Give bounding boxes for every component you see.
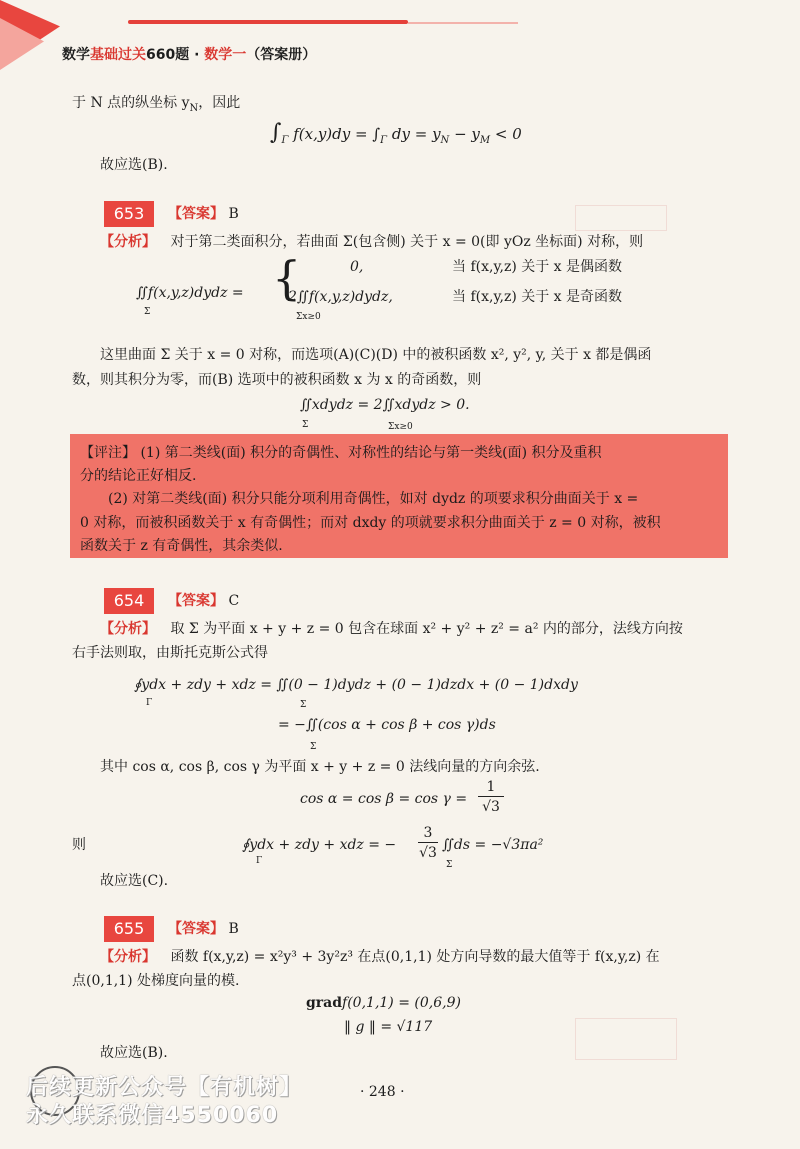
- conclusion: 故应选(B).: [100, 1045, 168, 1061]
- answer-label: 【答案】: [168, 593, 224, 609]
- text-span: f(x,y)dy = ∫: [293, 125, 381, 143]
- header-decor-line-light: [408, 22, 518, 24]
- analysis-line: [100, 948, 660, 966]
- equation-lhs: ∬f(x,y,z)dydz =: [136, 285, 244, 301]
- book-title-part: 数学: [62, 47, 90, 63]
- analysis-label: 【分析】: [100, 621, 156, 637]
- remark-line: 0 对称，而被积函数关于 x 有奇偶性；而对 dxdy 的项就要求积分曲面关于 z = 0 对称，被积: [80, 515, 661, 531]
- analysis-text: 取 Σ 为平面 x + y + z = 0 包含在球面 x² + y² + z² = a² 内的部分，法线方向按: [170, 621, 683, 637]
- book-title-part: 基础过关: [90, 47, 146, 63]
- equation: [270, 120, 522, 150]
- text-span: ，因此: [198, 95, 241, 111]
- watermark-line: 永久联系微信4550060: [26, 1103, 279, 1128]
- analysis-line: 右手法则取，由斯托克斯公式得: [72, 645, 268, 661]
- header-decor-line: [128, 20, 408, 24]
- conclusion: 故应选(C).: [100, 873, 169, 889]
- equation: cos α = cos β = cos γ =: [300, 791, 468, 807]
- fraction-denominator: √3: [482, 799, 500, 815]
- answer-label: 【答案】: [168, 921, 224, 937]
- answer-value: B: [228, 206, 239, 222]
- paragraph-line: 其中 cos α, cos β, cos γ 为平面 x + y + z = 0 法线向量的方向余弦.: [100, 759, 540, 775]
- book-title-part: 数学一: [204, 47, 247, 63]
- fraction-numerator: 3: [418, 824, 438, 843]
- fraction-denominator: √3: [419, 845, 437, 861]
- subscript: Σ: [302, 420, 309, 430]
- text-line: [72, 94, 240, 118]
- analysis-line: [100, 620, 683, 638]
- remark-line: 分的结论正好相反.: [80, 468, 197, 484]
- fraction-numerator: 1: [478, 778, 504, 797]
- equation: ∬xdydz = 2∬xdydz > 0.: [300, 397, 470, 413]
- answer-label: 【答案】: [168, 206, 224, 222]
- text-span: 于 N 点的纵坐标 y: [72, 95, 190, 111]
- analysis-text: 对于第二类面积分，若曲面 Σ(包含侧) 关于 x = 0(即 yOz 坐标面) 对称，则: [170, 234, 644, 250]
- subscript: Γ: [380, 135, 388, 146]
- subscript: Γ: [256, 856, 263, 866]
- subscript: Γ: [281, 135, 289, 146]
- subscript: Σ: [446, 860, 453, 870]
- case-condition: 当 f(x,y,z) 关于 x 是偶函数: [452, 259, 623, 275]
- subscript: N: [189, 102, 199, 114]
- paragraph-line: 数，则其积分为零，而(B) 选项中的被积函数 x 为 x 的奇函数，则: [72, 372, 482, 388]
- stamp-mark: [575, 1018, 677, 1060]
- remark-line: 函数关于 z 有奇偶性，其余类似.: [80, 538, 283, 554]
- brace-icon: {: [272, 251, 302, 305]
- equation: ∮ydx + zdy + xdz = −: [242, 837, 397, 853]
- equation: ‖ g ‖ = √117: [344, 1019, 433, 1035]
- case-condition: 当 f(x,y,z) 关于 x 是奇函数: [452, 289, 623, 305]
- answer-value: B: [228, 921, 239, 937]
- text-span: < 0: [490, 125, 522, 143]
- subscript: Σx≥0: [296, 312, 321, 322]
- book-title-part: 660题 ·: [146, 47, 205, 63]
- remark-line: (2) 对第二类线(面) 积分只能分项利用奇偶性，如对 dydz 的项要求积分曲面关于 x =: [108, 491, 639, 507]
- subscript: Γ: [146, 698, 153, 708]
- answer-value: C: [228, 593, 240, 609]
- conclusion: 故应选(B).: [100, 157, 168, 173]
- text-span: f(0,1,1) = (0,6,9): [342, 995, 461, 1011]
- book-title-part: （答案册）: [246, 47, 317, 63]
- subscript: Σx≥0: [388, 422, 413, 432]
- stamp-mark: [575, 205, 667, 231]
- case-value: 2∬f(x,y,z)dydz,: [288, 289, 393, 305]
- equation: = −∬(cos α + cos β + cos γ)ds: [278, 717, 496, 733]
- subscript: Σ: [144, 307, 151, 317]
- text-line: 则: [72, 837, 86, 853]
- question-number: 655: [104, 916, 154, 942]
- watermark-line: 后续更新公众号【有机树】: [26, 1075, 303, 1100]
- question-number: 654: [104, 588, 154, 614]
- remark-line: 【评注】 (1) 第二类线(面) 积分的奇偶性、对称性的结论与第一类线(面) 积分及重积: [80, 445, 602, 461]
- analysis-label: 【分析】: [100, 234, 156, 250]
- page-number: · 248 ·: [360, 1084, 405, 1100]
- answer-line: [168, 205, 239, 223]
- equation: ∬ds = −√3πa²: [442, 837, 544, 853]
- text-span: − y: [449, 125, 480, 143]
- grad-operator: grad: [306, 995, 343, 1011]
- book-title: [62, 44, 316, 64]
- remark-box: [70, 434, 728, 558]
- integral-sign: ∫: [270, 120, 282, 145]
- subscript: Σ: [310, 742, 317, 752]
- text-span: dy = y: [391, 125, 441, 143]
- analysis-line: 点(0,1,1) 处梯度向量的模.: [72, 973, 240, 989]
- case-value: 0,: [350, 259, 364, 275]
- subscript: M: [479, 135, 491, 146]
- analysis-text: 函数 f(x,y,z) = x²y³ + 3y²z³ 在点(0,1,1) 处方向导数的最大值等于 f(x,y,z) 在: [170, 949, 660, 965]
- question-number: 653: [104, 201, 154, 227]
- analysis-line: [100, 233, 643, 251]
- analysis-label: 【分析】: [100, 949, 156, 965]
- paragraph-line: 这里曲面 Σ 关于 x = 0 对称，而选项(A)(C)(D) 中的被积函数 x², y², y, 关于 x 都是偶函: [100, 347, 652, 363]
- equation: [306, 994, 461, 1012]
- subscript: Σ: [300, 700, 307, 710]
- equation: ∮ydx + zdy + xdz = ∬(0 − 1)dydz + (0 − 1)dzdx + (0 − 1)dxdy: [134, 677, 578, 693]
- subscript: N: [440, 135, 450, 146]
- answer-line: [168, 592, 239, 610]
- answer-line: [168, 920, 239, 938]
